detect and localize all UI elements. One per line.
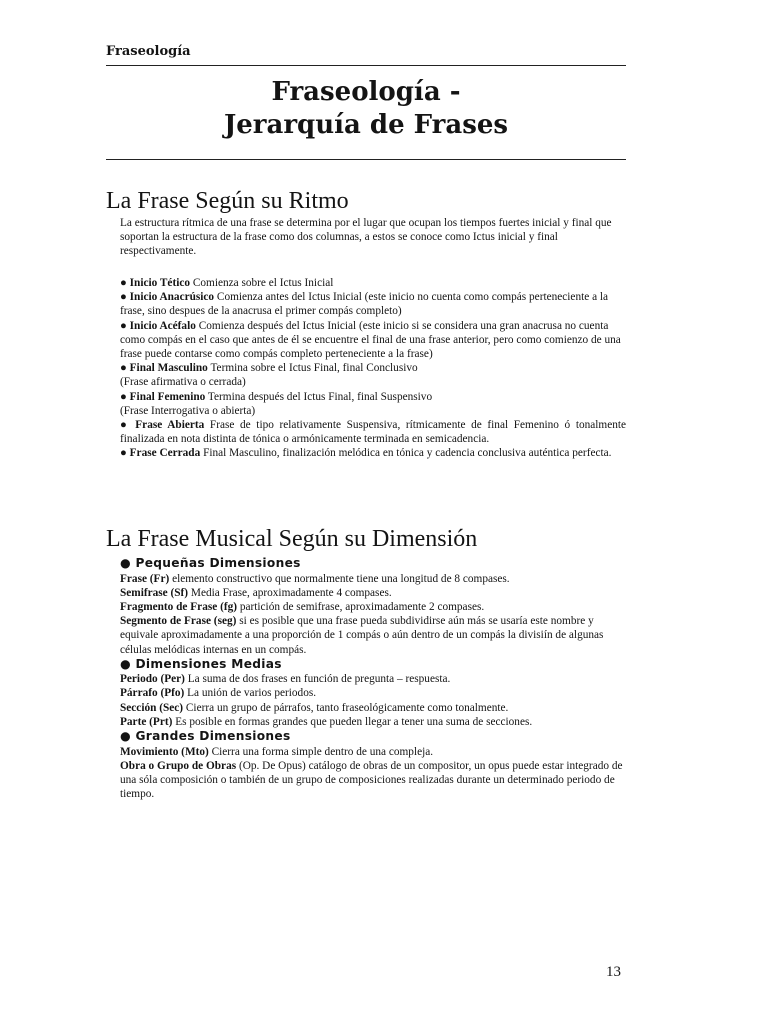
entry-term: Obra o Grupo de Obras [120,759,237,772]
subheading-label: Dimensiones Medias [135,656,282,671]
item-text: Final Masculino, finalización melódica en tónica y cadencia conclusiva auténtica perfecta. [203,447,612,460]
entry-term: Movimiento (Mto) [120,745,209,758]
item-term: Final Femenino [129,390,206,403]
bullet: ● [120,362,127,375]
list-item [120,290,626,318]
bullet: ● [120,319,127,332]
entry-term: Parte (Prt) [120,715,173,728]
entry-text: Media Frase, aproximadamente 4 compases. [190,586,392,599]
dimension-list [120,556,626,801]
entry-text: La unión de varios periodos. [187,687,317,700]
definition-entry [120,686,626,700]
subheading-label: Pequeñas Dimensiones [135,556,301,570]
entry-term: Segmento de Frase (seg) [120,615,237,628]
bullet: ● [120,390,127,403]
header-rule [106,65,626,66]
bullet: ● [120,656,131,671]
rhythm-intro-text: La estructura rítmica de una frase se determina por el lugar que ocupan los tiempos fuertes inicial y final que soportan la estructura de la frase como dos columnas, a estos se conoce como Ictus inicial y final respectivamente. [120,217,612,258]
subheading-label: Grandes Dimensiones [135,729,291,744]
item-term: Inicio Acéfalo [129,319,196,332]
running-head: Fraseología [106,44,191,59]
entry-term: Fragmento de Frase (fg) [120,600,238,613]
title-rule [106,159,626,160]
bullet: ● [120,277,127,289]
page-number: 13 [606,964,621,980]
item-text: Termina sobre el Ictus Final, final Conclusivo [210,362,418,375]
entry-term: Párrafo (Pfo) [120,687,185,700]
entry-term: Semifrase (Sf) [120,586,189,599]
page-title-line-1: Fraseología - [271,77,461,107]
item-note: (Frase Interrogativa o abierta) [120,404,256,417]
definition-entry [120,759,626,802]
item-term: Inicio Tético [129,277,191,289]
entry-term: Periodo (Per) [120,673,185,686]
rhythm-list [120,276,626,461]
item-term: Inicio Anacrúsico [129,291,215,304]
list-item [120,276,626,290]
item-text: Comienza sobre el Ictus Inicial [192,277,334,289]
definition-entry [120,672,626,686]
item-text: Comienza antes del Ictus Inicial (este inicio no cuenta como compás perteneciente a la frase, sino despues de la anacrusa el primer compás completo) [120,291,609,318]
section-heading-dimension: La Frase Musical Según su Dimensión [106,526,478,552]
list-item [120,390,626,404]
list-item [120,446,626,460]
entry-text: Es posible en formas grandes que pueden llegar a tener una suma de secciones. [175,715,533,728]
item-note: (Frase afirmativa o cerrada) [120,376,246,389]
definition-entry [120,600,626,614]
page-title-line-2: Jerarquía de Frases [223,110,509,140]
item-text: Frase de tipo relativamente Suspensiva, rítmicamente de final Femenino ó tonalmente finalizada en nota distinta de tónica o armónicamente terminada en semicadencia. [120,419,627,446]
bullet: ● [120,556,131,570]
entry-text: Cierra un grupo de párrafos, tanto fraseológicamente como tonalmente. [185,701,509,714]
definition-entry [120,715,626,729]
list-item [120,319,626,362]
section-heading-rhythm: La Frase Según su Ritmo [106,188,349,214]
entry-text: La suma de dos frases en función de pregunta – respuesta. [187,673,451,686]
entry-term: Frase (Fr) [120,572,170,585]
item-term: Frase Cerrada [129,447,201,460]
bullet: ● [120,291,127,304]
bullet: ● [120,447,127,460]
bullet: ● [120,419,130,432]
definition-entry [120,701,626,715]
item-term: Final Masculino [129,362,208,375]
entry-term: Sección (Sec) [120,701,184,714]
entry-text: si es posible que una frase pueda subdividirse aún más se usaría este nombre y equivale aproximadamente a una proporción de 1 compás o aún dentro de un compás la divisiín de algunas células melódicas internas en un compás. [120,615,604,656]
entry-text: Cierra una forma simple dentro de una compleja. [211,745,434,758]
entry-text: partición de semifrase, aproximadamente 2 compases. [239,600,485,613]
subheading-medium-dimensions [120,657,626,673]
definition-entry [120,614,626,657]
definition-entry [120,586,626,600]
bullet: ● [120,729,131,744]
list-item [120,361,626,375]
definition-entry [120,745,626,759]
item-text: Comienza después del Ictus Inicial (este inicio si se considera una gran anacrusa no cuenta como compás en el caso que antes de él se encuentre el final de una frase anterior, pero como comienzo de una frase puede contarse como compás completo perteneciente a la frase) [120,319,621,361]
subheading-small-dimensions [120,556,626,572]
subheading-large-dimensions [120,729,626,745]
item-text: Termina después del Ictus Final, final Suspensivo [207,390,433,403]
entry-text: (Op. De Opus) catálogo de obras de un compositor, un opus puede estar integrado de una sóla composición o también de un grupo de composiciones realizadas durante un determinado periodo de tiempo. [120,759,623,801]
item-term: Frase Abierta [135,419,205,432]
entry-text: elemento constructivo que normalmente tiene una longitud de 8 compases. [172,572,510,585]
definition-entry [120,572,626,586]
list-item [120,418,626,446]
page-title [106,76,626,142]
rhythm-intro-paragraph [120,216,626,259]
